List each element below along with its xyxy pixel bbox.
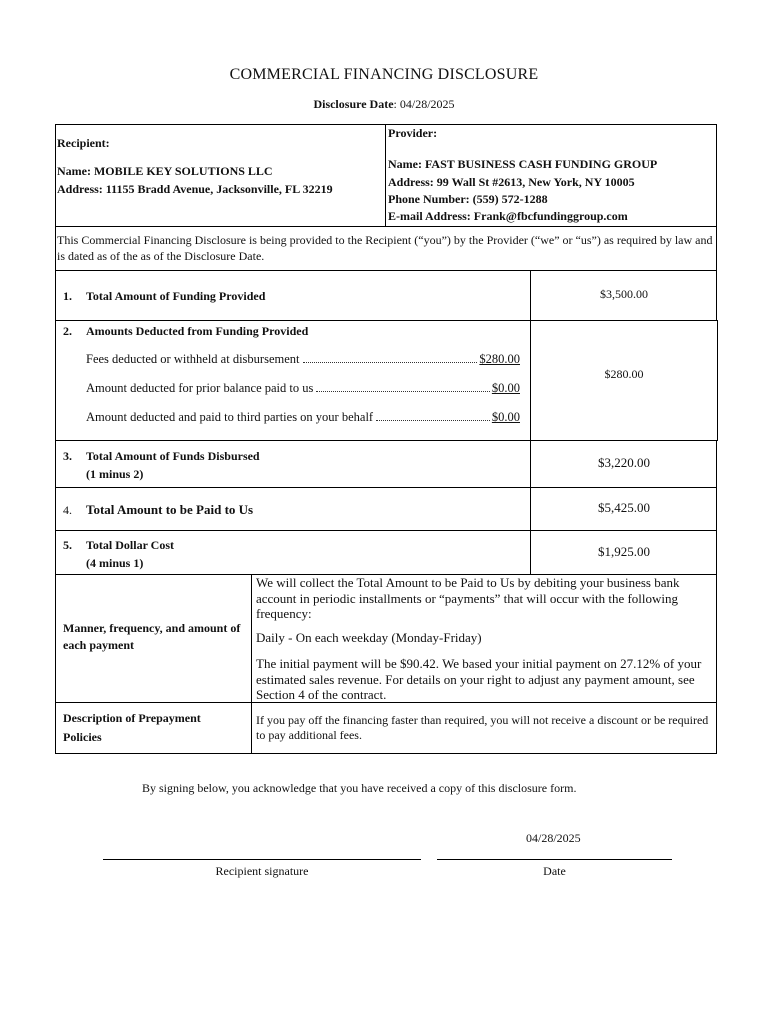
- deduction-third-parties-label: Amount deducted and paid to third parties on your behalf: [86, 410, 374, 424]
- row-5-number: 5.: [63, 538, 72, 552]
- row-2-amount: $280.00: [604, 367, 644, 381]
- parties-divider: [385, 124, 386, 227]
- disclosure-date: Disclosure Date: 04/28/2025: [313, 97, 455, 111]
- payment-text-1: We will collect the Total Amount to be Paid to Us by debiting your business bank account in periodic installments or “payments” that will occur with the following frequency:: [256, 575, 680, 621]
- provider-name: Name: FAST BUSINESS CASH FUNDING GROUP: [388, 157, 658, 171]
- acknowledgement-text: By signing below, you acknowledge that you have received a copy of this disclosure form.: [142, 781, 577, 795]
- recipient-name: Name: MOBILE KEY SOLUTIONS LLC: [57, 164, 273, 178]
- prepayment-label: Description of Prepayment Policies: [63, 711, 201, 744]
- deduction-fees-label: Fees deducted or withheld at disbursement: [86, 352, 300, 366]
- row-5-sub: (4 minus 1): [86, 556, 144, 570]
- recipient-heading: Recipient:: [57, 136, 110, 150]
- disclosure-date-value: 04/28/2025: [399, 97, 455, 111]
- provider-phone: Phone Number: (559) 572-1288: [388, 192, 548, 206]
- row-1-label: Total Amount of Funding Provided: [86, 289, 266, 303]
- document-title: COMMERCIAL FINANCING DISCLOSURE: [229, 66, 539, 83]
- row-3-label: Total Amount of Funds Disbursed: [86, 449, 260, 463]
- dot-leader: [376, 419, 490, 421]
- provider-address: Address: 99 Wall St #2613, New York, NY 10005: [388, 175, 635, 189]
- date-label: Date: [543, 864, 566, 878]
- row-4-amount: $5,425.00: [598, 500, 650, 515]
- row-1-number: 1.: [63, 289, 72, 303]
- deduction-prior-balance-label: Amount deducted for prior balance paid to us: [86, 381, 314, 395]
- row-4-label: Total Amount to be Paid to Us: [86, 502, 254, 517]
- disclosure-date-label: Disclosure Date: [313, 97, 394, 111]
- deduction-prior-balance-value: $0.00: [491, 381, 520, 395]
- row-3-sub: (1 minus 2): [86, 467, 144, 481]
- row-1-amount: $3,500.00: [600, 287, 648, 301]
- row-4-number: 4.: [63, 503, 72, 517]
- prepayment-text: If you pay off the financing faster than required, you will not receive a discount or be required to pay additional fees.: [256, 713, 709, 742]
- deduction-prior-balance: [86, 381, 520, 396]
- intro-text: This Commercial Financing Disclosure is being provided to the Recipient (“you”) by the Provider (“we” or “us”) as required by law and is dated as of the as of the Disclosure Date.: [57, 233, 713, 263]
- row-3-number: 3.: [63, 449, 72, 463]
- recipient-signature-label: Recipient signature: [215, 864, 309, 878]
- deduction-third-parties-value: $0.00: [491, 410, 520, 424]
- row-2-number: 2.: [63, 324, 72, 338]
- dot-leader: [316, 390, 490, 392]
- signature-date-value: 04/28/2025: [526, 831, 581, 845]
- row-2-label: Amounts Deducted from Funding Provided: [86, 324, 309, 338]
- payment-text-3: The initial payment will be $90.42. We based your initial payment on 27.12% of your estimated sales revenue. For details on your right to adjust any payment amount, see Section 4 of the contract.: [256, 656, 702, 702]
- row-5-amount: $1,925.00: [598, 544, 650, 559]
- row-5-label: Total Dollar Cost: [86, 538, 175, 552]
- deduction-third-parties: [86, 410, 520, 425]
- deduction-fees-value: $280.00: [479, 352, 520, 366]
- payment-text-2: Daily - On each weekday (Monday-Friday): [256, 630, 482, 645]
- recipient-address: Address: 11155 Bradd Avenue, Jacksonville, FL 32219: [57, 182, 333, 196]
- date-line[interactable]: [437, 859, 672, 860]
- provider-heading: Provider:: [388, 126, 438, 140]
- prepayment-divider: [251, 702, 252, 754]
- provider-email: E-mail Address: Frank@fbcfundinggroup.com: [388, 209, 628, 223]
- recipient-signature-line[interactable]: [103, 859, 421, 860]
- payment-label: Manner, frequency, and amount of each payment: [63, 621, 241, 652]
- row-3-amount: $3,220.00: [598, 455, 650, 470]
- payment-divider: [251, 574, 252, 703]
- deduction-fees: [86, 352, 520, 367]
- dot-leader: [303, 361, 478, 363]
